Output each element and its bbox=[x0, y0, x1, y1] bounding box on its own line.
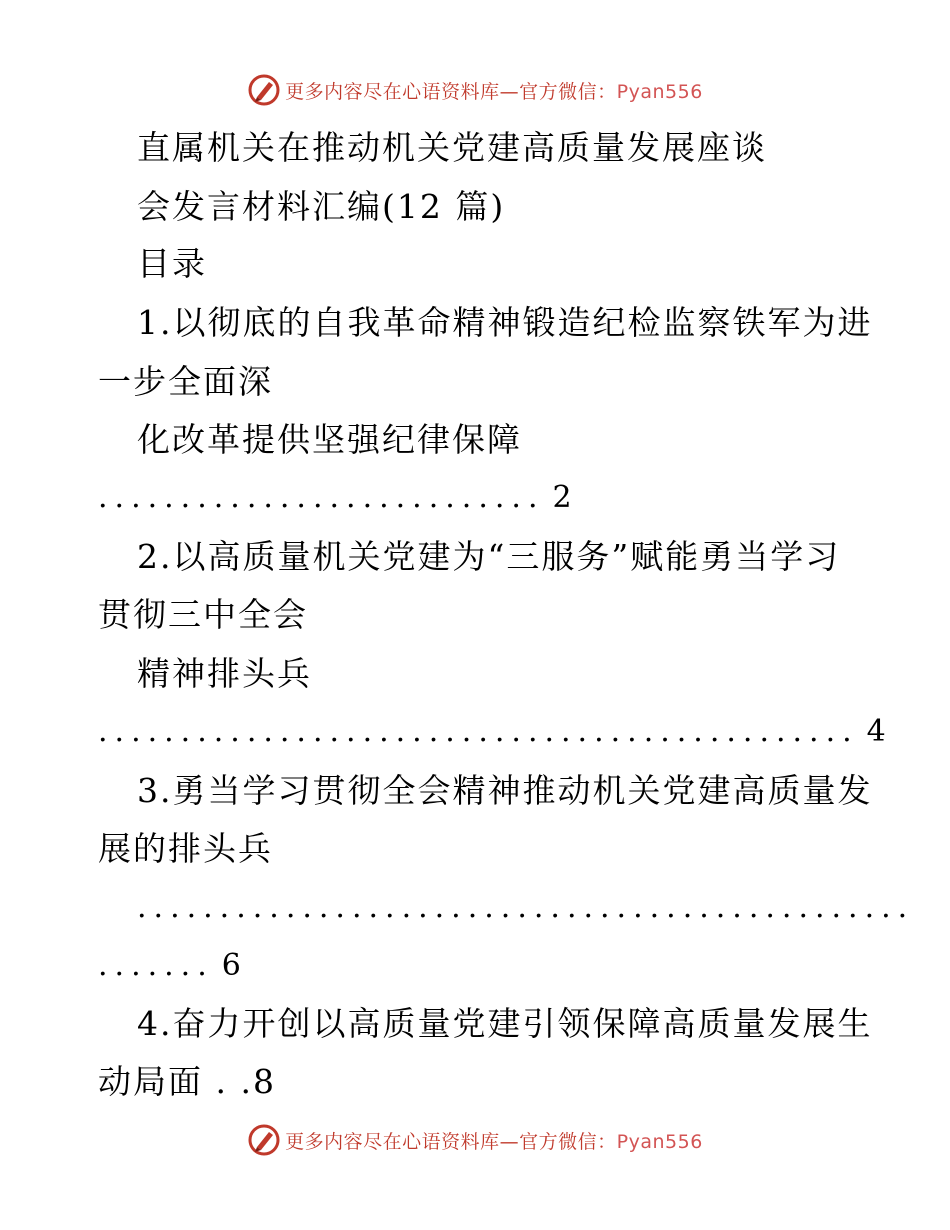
dot-leader: ....... bbox=[98, 948, 214, 983]
doc-title-line1: 直属机关在推动机关党建高质量发展座谈 bbox=[137, 128, 767, 167]
dot-leader: ........................... bbox=[98, 480, 545, 515]
toc-item-1-line2[interactable]: 一步全面深 bbox=[98, 362, 273, 401]
pen-logo-icon bbox=[247, 73, 281, 107]
toc-item-4-line1[interactable]: 4.奋力开创以高质量党建引领保障高质量发展生 bbox=[137, 1004, 873, 1043]
banner-text: 更多内容尽在心语资料库—官方微信：Pyan556 bbox=[285, 1130, 703, 1153]
toc-item-2-page: 4 bbox=[866, 714, 886, 749]
toc-item-1-line3[interactable]: 化改革提供坚强纪律保障 bbox=[137, 420, 522, 459]
toc-heading: 目录 bbox=[137, 244, 207, 283]
footer-banner bbox=[0, 1120, 950, 1160]
dot-leader: .............................................. bbox=[98, 714, 859, 749]
wechat-id: Pyan556 bbox=[616, 80, 703, 103]
pen-logo-icon bbox=[247, 1123, 281, 1157]
toc-item-3-page: 6 bbox=[221, 948, 241, 983]
toc-item-4-line2[interactable]: 动局面 . .8 bbox=[98, 1062, 276, 1101]
toc-item-1-leader bbox=[98, 478, 572, 518]
toc-item-1-page: 2 bbox=[552, 480, 572, 515]
toc-item-3-line1[interactable]: 3.勇当学习贯彻全会精神推动机关党建高质量发 bbox=[137, 771, 873, 810]
wechat-id: Pyan556 bbox=[616, 1130, 703, 1153]
toc-item-1-line1[interactable]: 1.以彻底的自我革命精神锻造纪检监察铁军为进 bbox=[137, 303, 873, 342]
toc-item-2-line2[interactable]: 贯彻三中全会 bbox=[98, 595, 308, 634]
toc-item-3-line2[interactable]: 展的排头兵 bbox=[98, 829, 273, 868]
toc-item-2-line1[interactable]: 2.以高质量机关党建为“三服务”赋能勇当学习 bbox=[137, 537, 841, 576]
toc-item-3-leader1: ............................................... bbox=[137, 890, 915, 925]
header-banner bbox=[0, 70, 950, 110]
banner-text: 更多内容尽在心语资料库—官方微信：Pyan556 bbox=[285, 80, 703, 103]
toc-item-2-leader bbox=[98, 712, 886, 752]
toc-item-3-leader2 bbox=[98, 946, 241, 986]
doc-title-line2: 会发言材料汇编(12 篇) bbox=[137, 187, 506, 226]
toc-item-2-line3[interactable]: 精神排头兵 bbox=[137, 654, 312, 693]
